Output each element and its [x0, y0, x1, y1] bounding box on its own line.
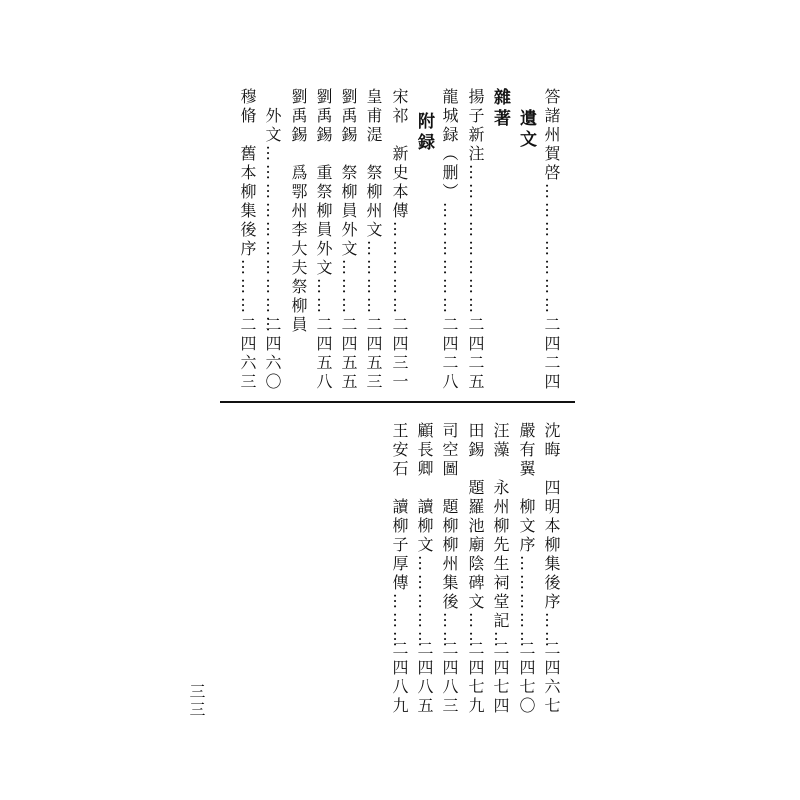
toc-entry: 劉禹錫 重祭柳員外文…… 二四五八 — [314, 88, 333, 392]
page-number: 二四六七 — [542, 640, 561, 716]
page-number: 二四六〇 — [263, 316, 282, 392]
page-number: 二四五三 — [364, 316, 383, 392]
toc-entry: 宋祁 新史本傳…………… 二四三一 — [390, 88, 409, 392]
toc-entry: 司空圖 題柳柳州集後…… 二四八三 — [440, 422, 459, 716]
page-number: 二四六三 — [238, 316, 257, 392]
page-number: 二四七九 — [466, 640, 485, 716]
page-number: 二四七〇 — [517, 640, 536, 716]
section-divider — [220, 401, 575, 403]
toc-entry: 田錫 題羅池廟陰碑文…… 二四七九 — [466, 422, 485, 716]
toc-entry: 龍城録（删）……………… 二四二八 — [440, 88, 459, 392]
toc-entry: 皇甫湜 祭柳州文………… 二四五三 — [364, 88, 383, 392]
page-number: 二四五五 — [339, 316, 358, 392]
page-folio: 三三 — [187, 683, 206, 719]
toc-entry: 答諸州賀啓………………… 二四二四 — [542, 88, 561, 392]
page-number: 二四三一 — [390, 316, 409, 392]
page-number: 二四二五 — [466, 316, 485, 392]
page-number: 二四二八 — [440, 316, 459, 392]
section-title: 遺文 — [516, 88, 536, 151]
page-number: 二四八三 — [440, 640, 459, 716]
page-number: 二四八五 — [415, 640, 434, 716]
page-number: 二四二四 — [542, 316, 561, 392]
page-number: 二四五八 — [314, 316, 333, 392]
toc-entry: 外文………………………… 二四六〇 — [263, 88, 282, 392]
toc-entry: 穆脩 舊本柳集後序……… 二四六三 — [238, 88, 257, 392]
toc-entry: 劉禹錫 爲鄂州李大夫祭柳員 — [289, 88, 308, 335]
toc-entry: 嚴有翼 柳文序…………… 二四七〇 — [517, 422, 536, 716]
toc-entry: 揚子新注…………………… 二四二五 — [466, 88, 485, 392]
toc-entry: 顧長卿 讀柳文…………… 二四八五 — [415, 422, 434, 716]
page-number: 二四七四 — [491, 640, 510, 716]
toc-entry: 沈晦 四明本柳集後序…… 二四六七 — [542, 422, 561, 716]
toc-entry: 汪藻 永州柳先生祠堂記… 二四七四 — [491, 422, 510, 716]
toc-entry: 劉禹錫 祭柳員外文……… 二四五五 — [339, 88, 358, 392]
toc-entry: 王安石 讀柳子厚傳……… 二四八九 — [390, 422, 409, 716]
section-title: 雜著 — [490, 88, 510, 130]
page-number: 二四八九 — [390, 640, 409, 716]
section-title: 附録 — [414, 112, 434, 154]
